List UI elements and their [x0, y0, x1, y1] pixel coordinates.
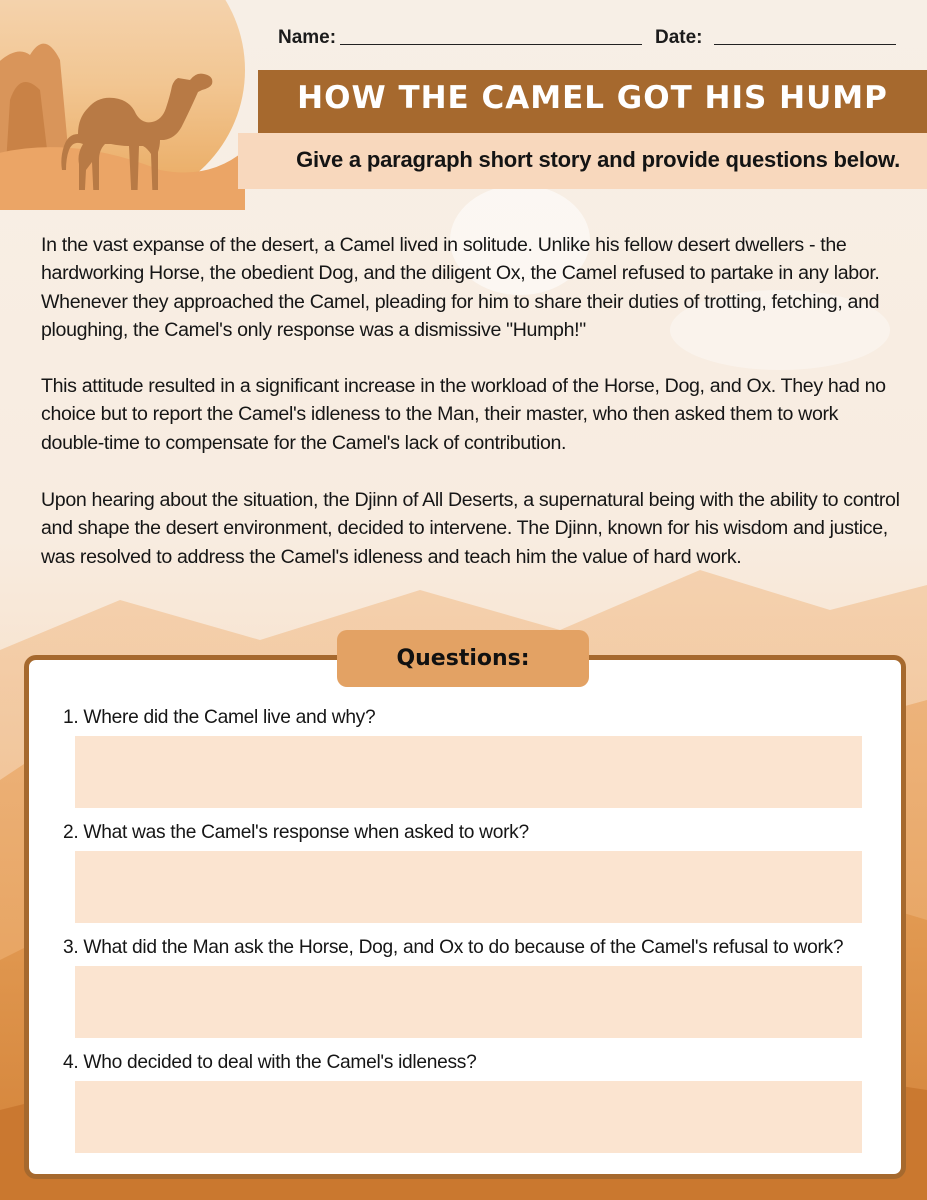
page-title: HOW THE CAMEL GOT HIS HUMP	[297, 80, 888, 116]
name-input-line[interactable]	[340, 44, 642, 45]
question-2: 2. What was the Camel's response when asked to work?	[63, 822, 529, 843]
camel-icon	[40, 60, 220, 190]
date-label: Date:	[655, 27, 703, 48]
questions-tab	[337, 630, 589, 687]
story-paragraph-2: This attitude resulted in a significant increase in the workload of the Horse, Dog, and Ox. They had no choice but to report the Camel's idleness to the Man, their master, who then asked them to work double-time to compensate for the Camel's lack of contribution.	[41, 375, 886, 454]
answer-box-4[interactable]	[75, 1081, 862, 1153]
date-input-line[interactable]	[714, 44, 896, 45]
story-paragraph-3: Upon hearing about the situation, the Djinn of All Deserts, a supernatural being with the ability to control and shape the desert environment, decided to intervene. The Djinn, known for his wisdom and justice, was resolved to address the Camel's idleness and teach him the value of hard work.	[41, 489, 900, 568]
answer-box-3[interactable]	[75, 966, 862, 1038]
question-3: 3. What did the Man ask the Horse, Dog, and Ox to do because of the Camel's refusal to work?	[63, 937, 844, 958]
name-label: Name:	[278, 27, 337, 48]
story-paragraph-1: In the vast expanse of the desert, a Camel lived in solitude. Unlike his fellow desert dwellers - the hardworking Horse, the obedient Dog, and the diligent Ox, the Camel refused to partake in any labor. Whenever they approached the Camel, pleading for him to share their duties of trotting, fetching, and ploughing, the Camel's only response was a dismissive "Humph!"	[41, 234, 880, 341]
answer-box-1[interactable]	[75, 736, 862, 808]
questions-heading: Questions:	[396, 646, 530, 671]
answer-box-2[interactable]	[75, 851, 862, 923]
question-4: 4. Who decided to deal with the Camel's idleness?	[63, 1052, 477, 1073]
page-subtitle: Give a paragraph short story and provide questions below.	[296, 147, 900, 172]
question-1: 1. Where did the Camel live and why?	[63, 707, 376, 728]
